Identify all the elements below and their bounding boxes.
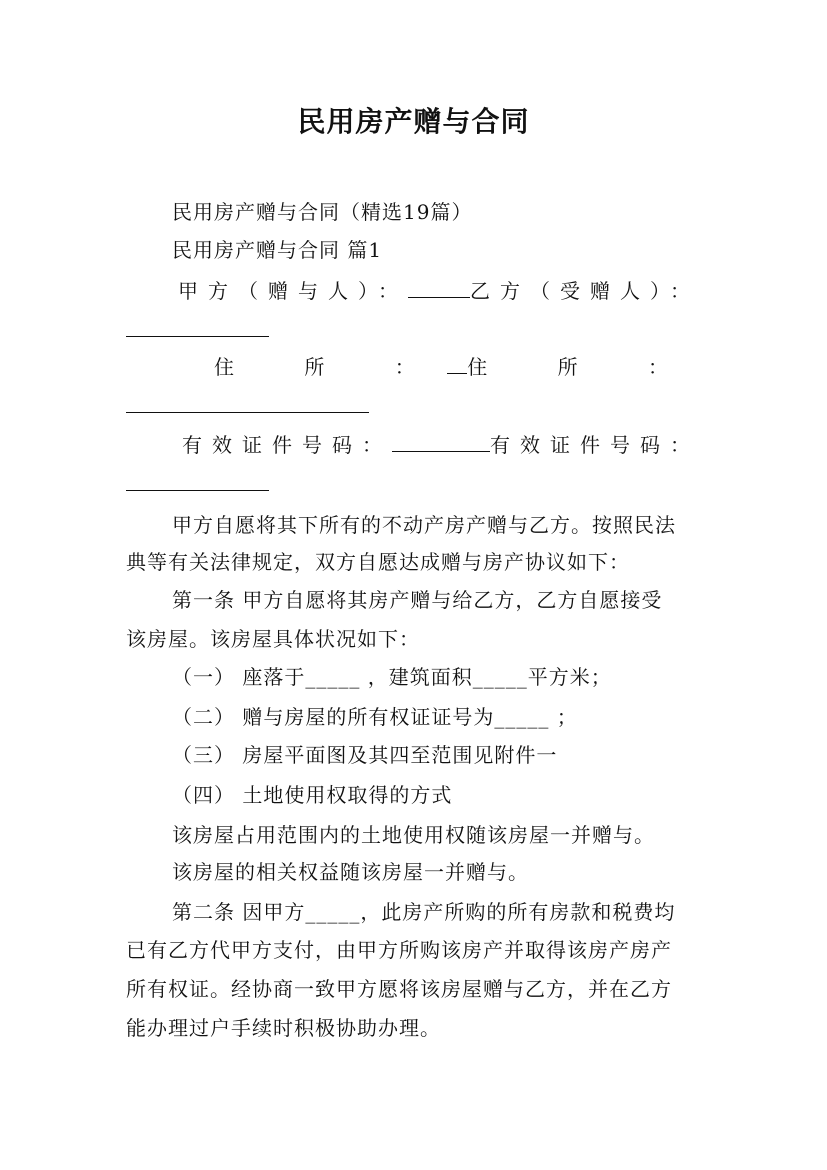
document-title: 民用房产赠与合同	[297, 105, 530, 138]
party-b-label: 乙方（受赠人）：	[470, 279, 700, 303]
party-b-blank	[126, 318, 269, 337]
paragraph-line: 甲方自愿将其下所有的不动产房产赠与乙方。按照民法	[172, 513, 676, 537]
subtitle-line: 民用房产赠与合同（精选19篇）	[172, 200, 473, 224]
article-two-line: 已有乙方代甲方支付，由甲方所购该房产并取得该房产房产	[126, 938, 672, 962]
list-item: （二） 赠与房屋的所有权证证号为_____ ；	[172, 705, 578, 729]
paragraph-line: 该房屋占用范围内的土地使用权随该房屋一并赠与。	[172, 823, 655, 847]
address-b-blank	[126, 394, 369, 413]
id-line	[182, 433, 700, 457]
article-two-line: 所有权证。经协商一致甲方愿将该房屋赠与乙方，并在乙方	[126, 977, 672, 1001]
list-item: （一） 座落于_____ ，建筑面积_____平方米；	[172, 665, 612, 689]
article-two-line: 第二条 因甲方_____，此房产所购的所有房款和税费均	[172, 900, 676, 924]
paragraph-line: 典等有关法律规定，双方自愿达成赠与房产协议如下：	[126, 550, 630, 574]
paragraph-line: 该房屋的相关权益随该房屋一并赠与。	[172, 860, 529, 884]
article-one-line: 该房屋。该房屋具体状况如下：	[126, 627, 420, 651]
section-heading: 民用房产赠与合同 篇1	[172, 238, 383, 262]
address-a-blank	[447, 355, 468, 374]
id-b-continuation	[126, 472, 700, 496]
list-item: （四） 土地使用权取得的方式	[172, 783, 453, 807]
party-a-label: 甲方（赠与人）：	[178, 279, 408, 303]
id-a-blank	[392, 433, 490, 452]
list-item: （三） 房屋平面图及其四至范围见附件一	[172, 743, 558, 767]
party-line	[178, 279, 700, 303]
address-line	[214, 355, 700, 379]
address-b-label: 住 所 ：	[467, 355, 700, 379]
party-b-continuation	[126, 318, 700, 342]
article-one-line: 第一条 甲方自愿将其房产赠与给乙方，乙方自愿接受	[172, 588, 663, 612]
id-a-label: 有效证件号码：	[182, 433, 392, 457]
party-a-blank	[408, 279, 470, 298]
article-two-line: 能办理过户手续时积极协助办理。	[126, 1016, 441, 1040]
address-b-continuation	[126, 394, 700, 418]
address-a-label: 住 所 ：	[214, 355, 447, 379]
id-b-blank	[126, 472, 269, 491]
id-b-label: 有效证件号码：	[490, 433, 700, 457]
